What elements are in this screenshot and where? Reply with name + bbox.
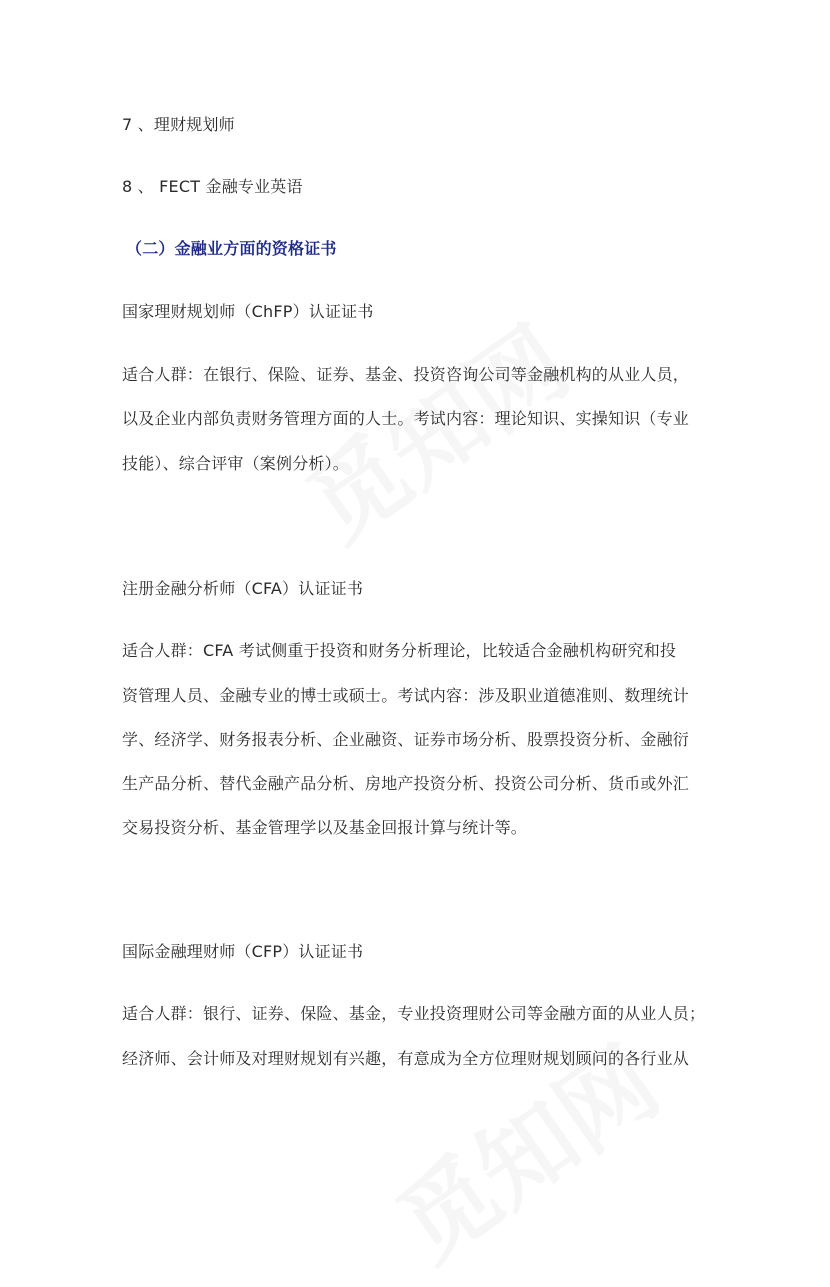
list-item: 7 、理财规划师 [122, 115, 235, 134]
paragraph-line: 适合人群：银行、证券、保险、基金，专业投资理财公司等金融方面的从业人员； [122, 1004, 706, 1023]
certificate-title: 国家理财规划师（ChFP）认证证书 [122, 302, 374, 321]
certificate-title: 注册金融分析师（CFA）认证证书 [122, 579, 364, 598]
paragraph-line: 生产品分析、替代金融产品分析、房地产投资分析、投资公司分析、货币或外汇 [122, 774, 690, 793]
paragraph-line: 经济师、会计师及对理财规划有兴趣，有意成为全方位理财规划顾问的各行业从 [122, 1049, 690, 1068]
list-item: 8 、 FECT 金融专业英语 [122, 177, 303, 196]
section-heading: （二）金融业方面的资格证书 [126, 239, 337, 258]
paragraph-line: 以及企业内部负责财务管理方面的人士。考试内容：理论知识、实操知识（专业 [122, 409, 690, 428]
paragraph-line: 学、经济学、财务报表分析、企业融资、证券市场分析、股票投资分析、金融衍 [122, 730, 690, 749]
paragraph-line: 技能）、综合评审（案例分析）。 [122, 454, 350, 473]
paragraph-line: 适合人群：在银行、保险、证券、基金、投资咨询公司等金融机构的从业人员， [122, 365, 690, 384]
paragraph-line: 资管理人员、金融专业的博士或硕士。考试内容：涉及职业道德准则、数理统计 [122, 686, 690, 705]
paragraph-line: 交易投资分析、基金管理学以及基金回报计算与统计等。 [122, 818, 528, 837]
certificate-title: 国际金融理财师（CFP）认证证书 [122, 942, 364, 961]
paragraph-line: 适合人群：CFA 考试侧重于投资和财务分析理论，比较适合金融机构研究和投 [122, 641, 677, 660]
